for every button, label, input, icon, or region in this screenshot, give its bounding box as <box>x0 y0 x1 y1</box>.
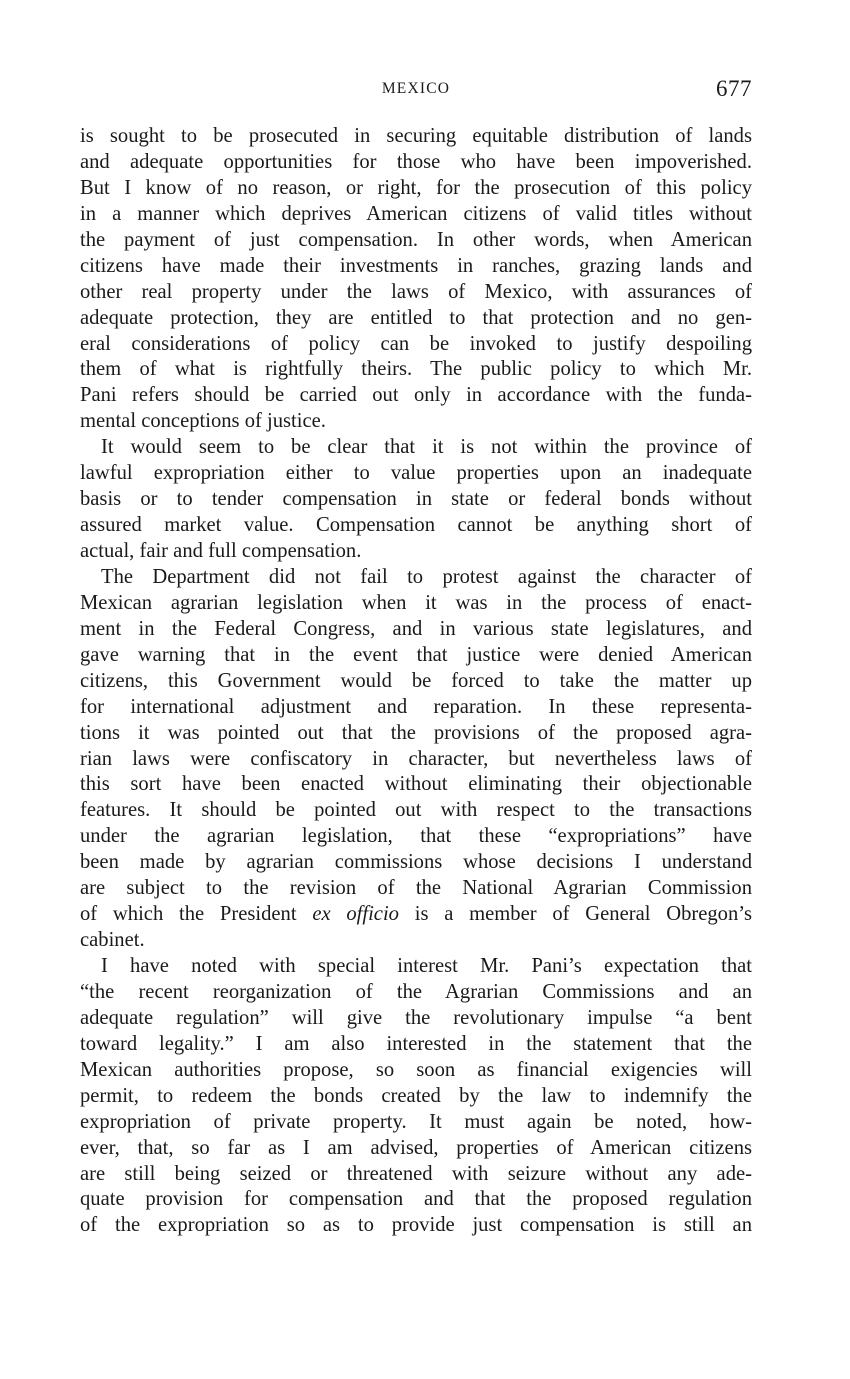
text-line: been made by agrarian commissions whose decisions I understand <box>80 851 752 874</box>
page-number: 677 <box>716 76 752 101</box>
text-line: adequate protection, they are entitled to that protection and no gen- <box>80 306 752 329</box>
paragraph-start-line: I have noted with special interest Mr. Pani’s expectation that <box>101 955 752 977</box>
text-line: are still being seized or threatened with seizure without any ade- <box>80 1162 752 1185</box>
text-line: permit, to redeem the bonds created by the law to indemnify the <box>80 1084 752 1107</box>
paragraph-start-line: The Department did not fail to protest against the character of <box>101 565 752 588</box>
text-line: are subject to the revision of the National Agrarian Commission <box>80 877 752 900</box>
text-line: gave warning that in the event that justice were denied American <box>80 643 752 666</box>
text-line: in a manner which deprives American citizens of valid titles without <box>80 202 752 225</box>
text-line: of the expropriation so as to provide just compensation is still an <box>80 1214 752 1237</box>
text-line: them of what is rightfully theirs. The public policy to which Mr. <box>80 358 752 381</box>
paragraph-start-line: It would seem to be clear that it is not within the province of <box>101 436 752 459</box>
text-line: ever, that, so far as I am advised, properties of American citizens <box>80 1136 752 1159</box>
text-line: and adequate opportunities for those who have been impoverished. <box>80 150 752 173</box>
text-line: Pani refers should be carried out only in accordance with the funda- <box>80 384 752 407</box>
text-line: under the agrarian legislation, that these “expropriations” have <box>80 825 752 848</box>
text-line: tions it was pointed out that the provisions of the proposed agra- <box>80 721 752 744</box>
text-line: for international adjustment and reparation. In these representa- <box>80 695 752 718</box>
running-title: MEXICO <box>381 80 451 97</box>
text-line: the payment of just compensation. In other words, when American <box>80 228 752 251</box>
text-line: “the recent reorganization of the Agrarian Commissions and an <box>80 980 752 1003</box>
text-line: actual, fair and full compensation. <box>80 540 362 562</box>
text-line: ment in the Federal Congress, and in various state legislatures, and <box>80 617 752 640</box>
text-line: other real property under the laws of Mexico, with assurances of <box>80 280 752 303</box>
text-segment: of which the President <box>80 903 313 926</box>
text-line: lawful expropriation either to value properties upon an inadequate <box>80 462 752 485</box>
text-line: adequate regulation” will give the revolutionary impulse “a bent <box>80 1006 752 1029</box>
text-line: eral considerations of policy can be invoked to justify despoiling <box>80 332 752 355</box>
text-line: is sought to be prosecuted in securing equitable distribution of lands <box>80 125 752 147</box>
running-head <box>80 78 752 108</box>
text-line: expropriation of private property. It must again be noted, how- <box>80 1110 752 1133</box>
text-line: basis or to tender compensation in state or federal bonds without <box>80 488 752 511</box>
text-line-with-italic <box>80 902 752 928</box>
text-line: quate provision for compensation and that the proposed regulation <box>80 1188 752 1211</box>
text-segment: is a member of General Obregon’s <box>398 903 752 926</box>
text-line: Mexican authorities propose, so soon as financial exigencies will <box>80 1058 752 1081</box>
text-line: citizens have made their investments in ranches, grazing lands and <box>80 254 752 277</box>
body-text <box>80 124 752 1239</box>
text-line: this sort have been enacted without eliminating their objectionable <box>80 773 752 796</box>
text-line: rian laws were confiscatory in character, but nevertheless laws of <box>80 747 752 770</box>
text-line: cabinet. <box>80 929 145 952</box>
text-line: But I know of no reason, or right, for the prosecution of this policy <box>80 176 752 199</box>
text-line: features. It should be pointed out with respect to the transactions <box>80 799 752 822</box>
italic-term: ex officio <box>312 903 399 926</box>
text-line: toward legality.” I am also interested in the statement that the <box>80 1032 752 1055</box>
text-line: assured market value. Compensation cannot be anything short of <box>80 514 752 537</box>
text-line: Mexican agrarian legislation when it was in the process of enact- <box>80 591 752 614</box>
text-line: mental conceptions of justice. <box>80 410 326 433</box>
text-line: citizens, this Government would be forced to take the matter up <box>80 669 752 692</box>
